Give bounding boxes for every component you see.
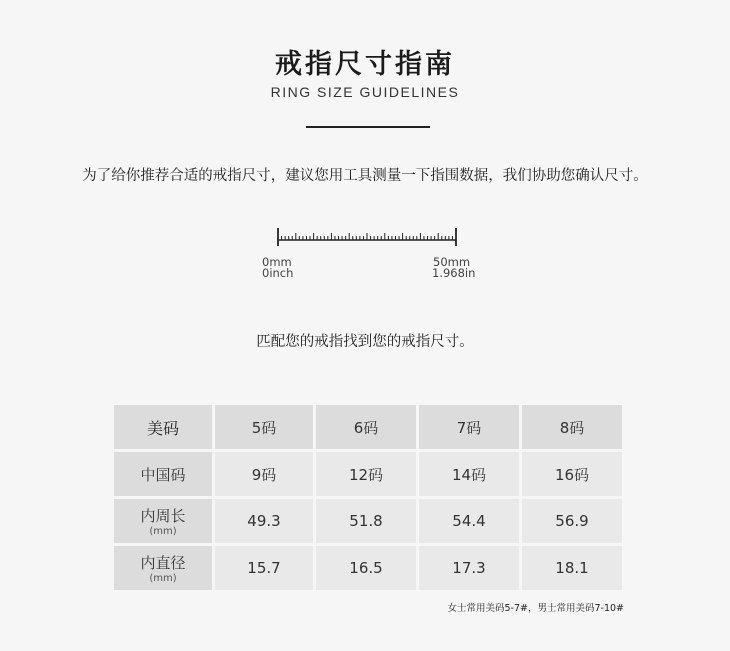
row-label-text: 内直径 bbox=[140, 553, 186, 572]
row-unit: (mm) bbox=[149, 525, 177, 537]
title-divider bbox=[306, 126, 430, 128]
header-cell: 8码 bbox=[522, 405, 622, 449]
match-text: 匹配您的戒指找到您的戒指尺寸。 bbox=[256, 334, 474, 350]
ruler-right-inch: 1.968in bbox=[432, 266, 476, 280]
ruler-left-inch: 0inch bbox=[262, 266, 294, 280]
header-label: 美码 bbox=[114, 405, 212, 449]
table-cell: 56.9 bbox=[522, 499, 622, 543]
table-row bbox=[114, 546, 622, 590]
table-row bbox=[114, 499, 622, 543]
ruler-right-mm: 50mm bbox=[433, 255, 471, 269]
table-cell: 15.7 bbox=[215, 546, 313, 590]
table-cell: 14码 bbox=[419, 452, 519, 496]
header-cell: 7码 bbox=[419, 405, 519, 449]
ruler-left-mm: 0mm bbox=[262, 255, 292, 269]
table-cell: 54.4 bbox=[419, 499, 519, 543]
header-cell: 6码 bbox=[316, 405, 416, 449]
page-title: 戒指尺寸指南 bbox=[275, 49, 455, 80]
table-cell: 17.3 bbox=[419, 546, 519, 590]
table-cell: 12码 bbox=[316, 452, 416, 496]
size-table bbox=[111, 402, 625, 593]
row-label bbox=[114, 546, 212, 590]
table-cell: 49.3 bbox=[215, 499, 313, 543]
row-label bbox=[114, 499, 212, 543]
table-header-row bbox=[114, 405, 622, 449]
intro-text: 为了给你推荐合适的戒指尺寸，建议您用工具测量一下指围数据，我们协助您确认尺寸。 bbox=[82, 168, 648, 184]
size-note: 女士常用美码5-7#，男士常用美码7-10# bbox=[447, 603, 624, 614]
page-subtitle: RING SIZE GUIDELINES bbox=[270, 84, 460, 100]
ruler-icon bbox=[276, 228, 460, 248]
table-cell: 51.8 bbox=[316, 499, 416, 543]
row-label bbox=[114, 452, 212, 496]
table-cell: 18.1 bbox=[522, 546, 622, 590]
row-unit: (mm) bbox=[149, 572, 177, 584]
row-label-text: 中国码 bbox=[140, 465, 186, 484]
table-cell: 9码 bbox=[215, 452, 313, 496]
row-label-text: 内周长 bbox=[140, 506, 186, 525]
table-cell: 16码 bbox=[522, 452, 622, 496]
table-cell: 16.5 bbox=[316, 546, 416, 590]
table-row bbox=[114, 452, 622, 496]
header-cell: 5码 bbox=[215, 405, 313, 449]
